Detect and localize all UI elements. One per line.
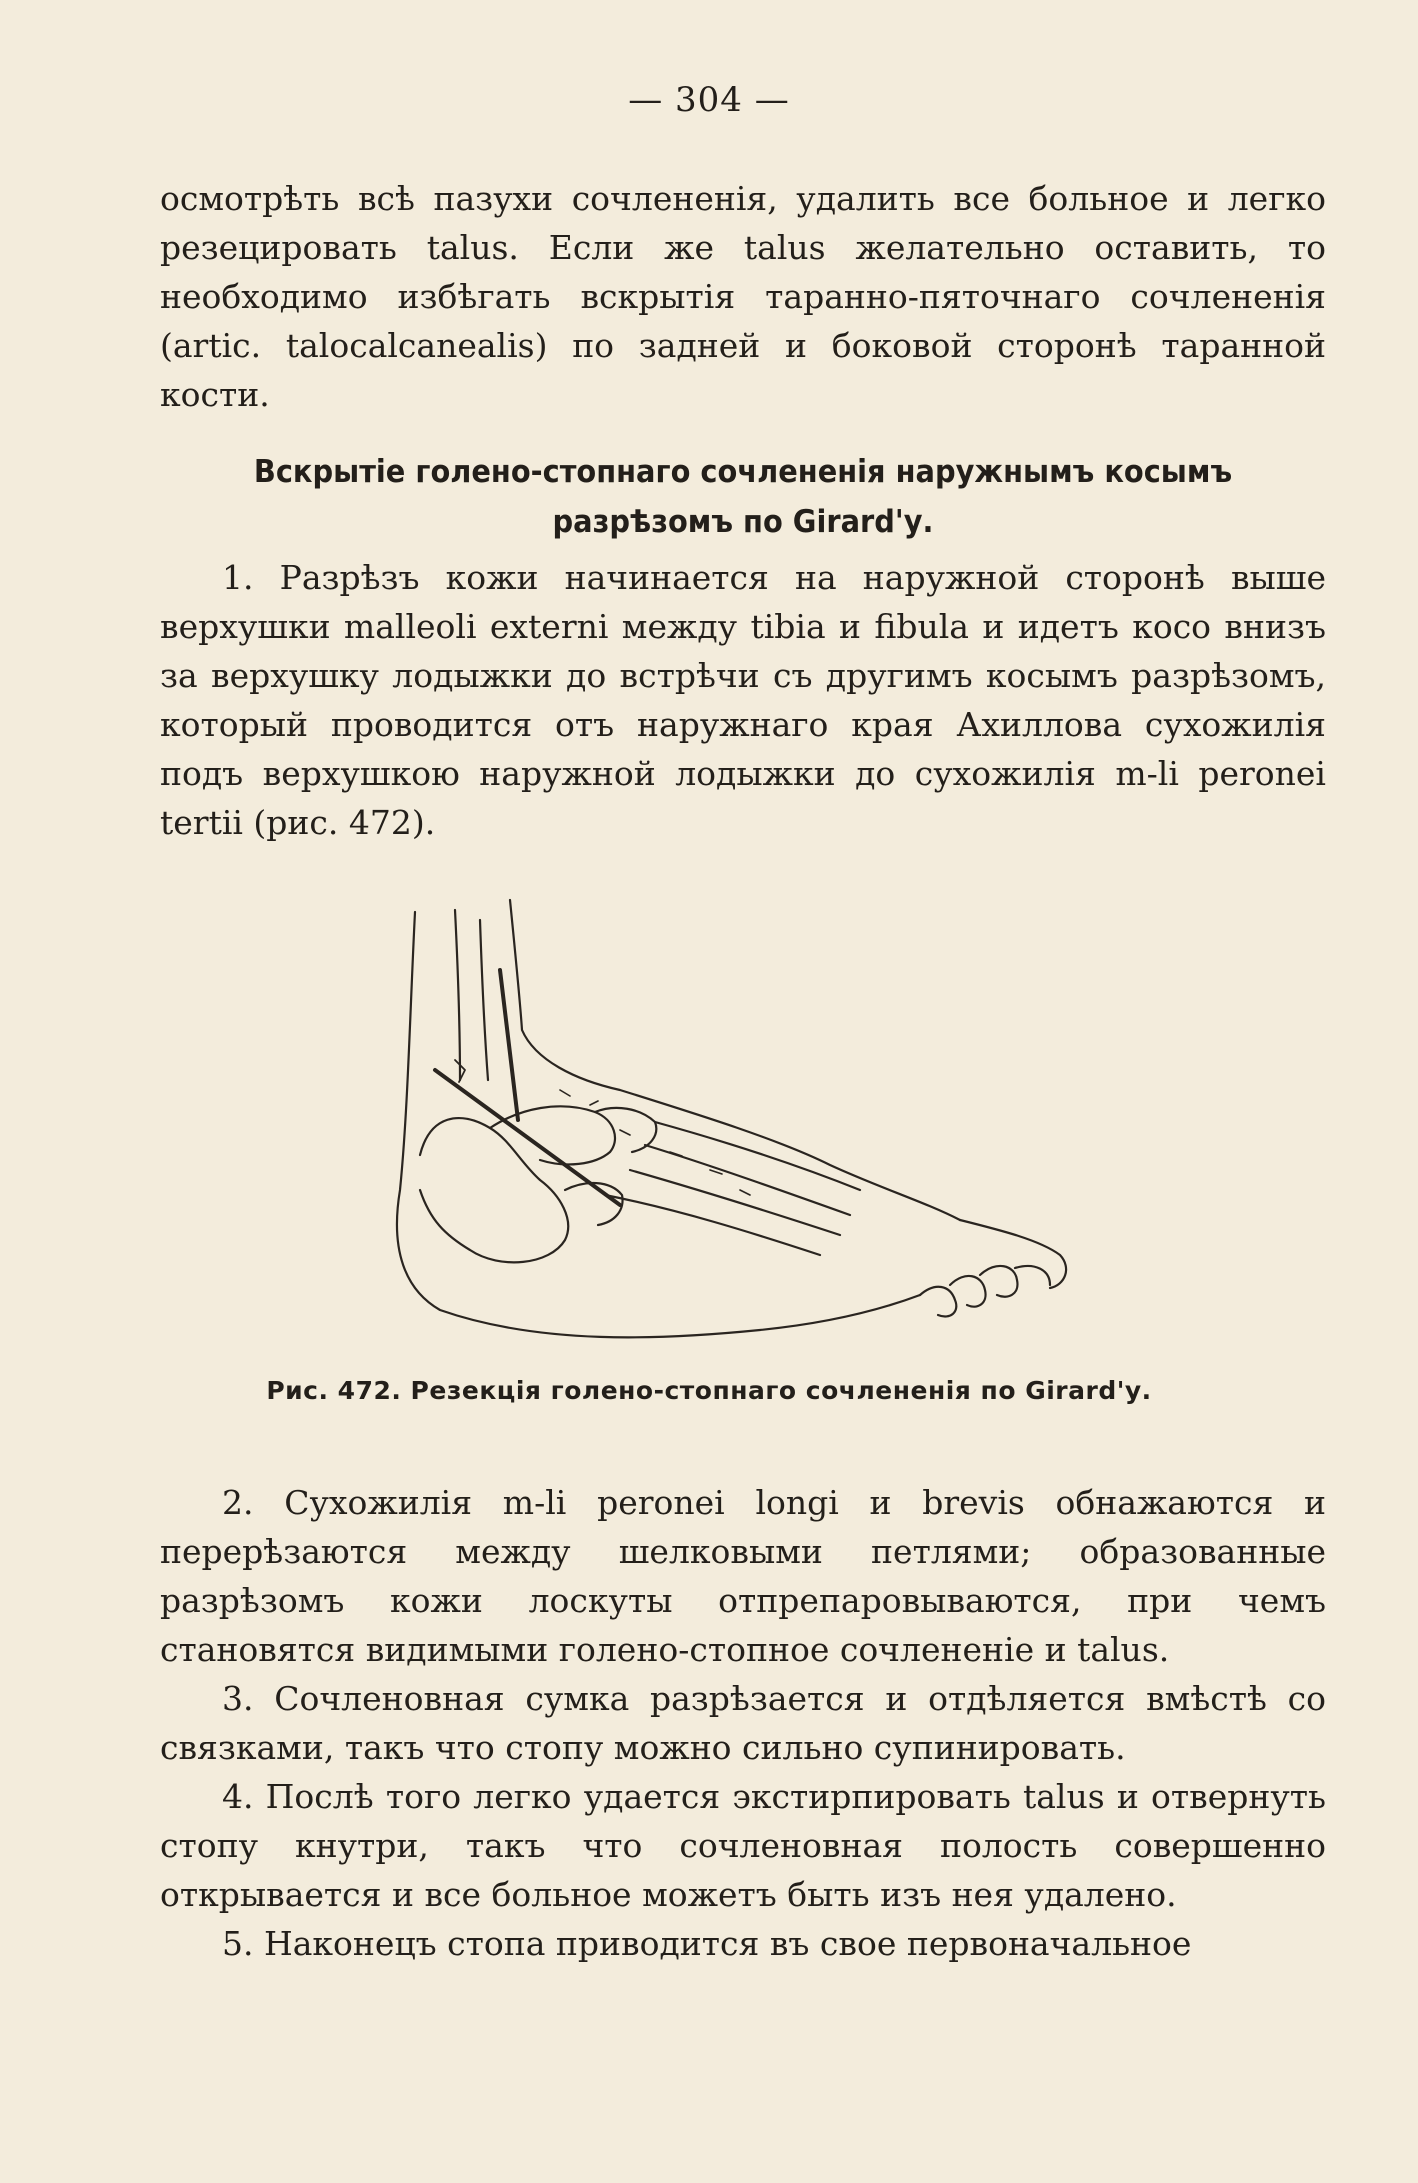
step-1-paragraph: 1. Разрѣзъ кожи начинается на наружной сторонѣ выше верхушки malleoli externi между tibia и fibula и идетъ косо внизъ за верхушку лодыжки до встрѣчи съ другимъ косымъ разрѣзомъ, который проводится отъ наружнаго края Ахиллова сухожилія подъ верхушкою наружной лодыжки до сухожилія m-li peronei tertii (рис. 472). — [160, 558, 1326, 842]
leg-heel-outline — [397, 912, 920, 1337]
tibia-line — [480, 920, 488, 1080]
step-4-paragraph: 4. Послѣ того легко удается экстирпировать talus и отвернуть стопу кнутри, такъ что сочленовная полость совершенно открывается и все больное можетъ быть изъ нея удалено. — [160, 1777, 1326, 1914]
page-number: — 304 — — [628, 80, 790, 120]
step-5-paragraph: 5. Наконецъ стопа приводится въ свое первоначальное — [222, 1924, 1192, 1963]
step-2-paragraph: 2. Сухожилія m-li peronei longi и brevis обнажаются и перерѣзаются между шелковыми петлями; образованные разрѣзомъ кожи лоскуты отпрепаровываются, при чемъ становятся видимыми голено-стопное сочлененіе и talus. — [160, 1483, 1326, 1669]
figure-caption: Рис. 472. Резекція голено-стопнаго сочлененія по Girard'у. — [266, 1376, 1152, 1405]
section-heading: Вскрытіе голено-стопнаго сочлененія наружнымъ косымъ разрѣзомъ по Girard'у. — [253, 454, 1233, 540]
tendon-line — [455, 910, 460, 1080]
metatarsal-1 — [655, 1122, 860, 1190]
incision-line-2 — [500, 970, 518, 1120]
metatarsal-3 — [630, 1170, 840, 1235]
foot-resection-illustration — [360, 890, 1140, 1350]
intro-paragraph: осмотрѣть всѣ пазухи сочлененія, удалить все больное и легко резецировать talus. Если же talus желательно оставить, то необходимо избѣгать вскрытія таранно-пяточнаго сочлененія (artic. talocalcanealis) по задней и боковой сторонѣ таранной кости. — [160, 179, 1326, 414]
toe-outline — [1015, 1266, 1050, 1285]
toe-outline — [920, 1287, 956, 1317]
cuboid-outline — [565, 1183, 623, 1225]
incision-line — [435, 1070, 620, 1205]
calcaneus-outline — [420, 1118, 568, 1262]
step-3-paragraph: 3. Сочленовная сумка разрѣзается и отдѣляется вмѣстѣ со связками, такъ что стопу можно сильно супинировать. — [160, 1679, 1326, 1767]
metatarsal-4 — [605, 1195, 820, 1255]
